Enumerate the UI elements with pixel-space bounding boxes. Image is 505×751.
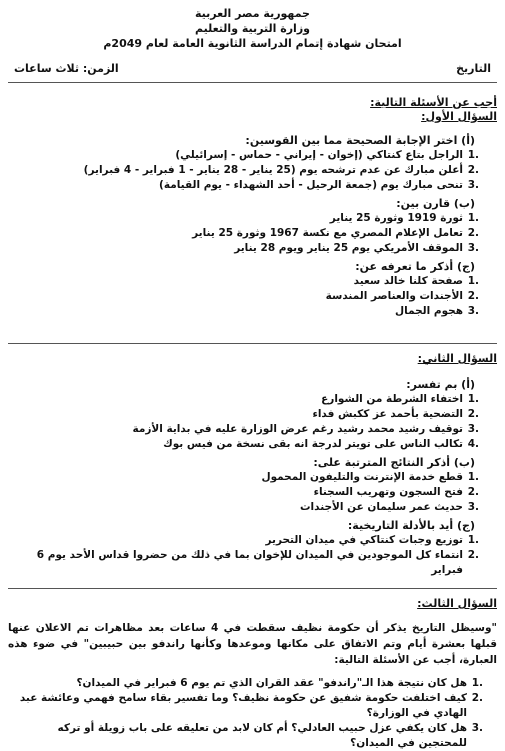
- list-item: .1 قطع خدمة الإنترنت والتليفون المحمول: [261, 471, 479, 483]
- exam-meta: [14, 62, 491, 78]
- question-3-passage: "وسيظل التاريخ يذكر أن حكومة نظيف سقطت في 4 ساعات بعد مظاهرات تم الاعلان عنها قبلها بعشرة أيام وتم الاتفاق على مكانها وموعدها وكأنها راندفو بين حبيبين" في ضوء هذه العبارة، أجب عن الأسئلة التالية:: [8, 622, 497, 666]
- list-item: .3 الموقف الأمريكي يوم 25 يناير ويوم 28 يناير: [234, 242, 479, 254]
- exam-header: [0, 0, 505, 51]
- header-divider: [8, 82, 497, 83]
- list-item: .4 تكالب الناس على تويتر لدرجة انه بقى نسخة من فيس بوك: [163, 438, 479, 450]
- question-2-section: [8, 352, 497, 578]
- section-divider: [8, 343, 497, 344]
- list-item: .2 انتماء كل الموجودين في الميدان للإخوان بما في ذلك من حضروا قداس الأحد يوم 6 فبراير: [36, 549, 479, 576]
- q2-part-b-label: (ب) أذكر النتائج المترتبة على:: [313, 456, 475, 469]
- list-item: .3 حديث عمر سليمان عن الأجندات: [299, 501, 479, 513]
- list-item: .2 فتح السجون وتهريب السجناء: [313, 486, 479, 498]
- question-3-title: السؤال الثالث:: [417, 597, 497, 610]
- list-item: .2 التضحية بأحمد عز ككبش فداء: [312, 408, 479, 420]
- list-item: .3 توقيف رشيد محمد رشيد رغم عرض الوزارة عليه في بداية الأزمة: [132, 423, 479, 435]
- question-3-section: [8, 597, 497, 751]
- list-item: .3 هل كان يكفي عزل حبيب العادلي؟ أم كان لابد من تعليقه على باب زويلة أو تركه للمحتجين في الميدان؟: [57, 722, 483, 749]
- list-item: .2 أعلن مبارك عن عدم ترشحه يوم (25 يناير - 28 يناير - 1 فبراير - 4 فبراير): [83, 164, 479, 176]
- list-item: .1 الراجل بتاع كنتاكي (إخوان - إيراني - حماس - إسرائيلي): [175, 149, 479, 161]
- list-item: .1 هل كان نتيجة هذا الـ"راندفو" عقد القران الذي تم يوم 6 فبراير في الميدان؟: [76, 677, 483, 689]
- time-label: الزمن: ثلاث ساعات: [14, 62, 119, 75]
- q2-part-a-label: (أ) بم تفسر:: [406, 378, 475, 391]
- list-item: .2 تعامل الإعلام المصري مع نكسة 1967 وثورة 25 يناير: [192, 227, 479, 239]
- exam-title: امتحان شهادة إتمام الدراسة الثانوية العامة لعام 2049م: [103, 37, 402, 50]
- q1-part-b-label: (ب) قارن بين:: [396, 197, 475, 210]
- ministry-name: وزارة التربية والتعليم: [195, 22, 310, 35]
- list-item: .3 تنحى مبارك يوم (جمعة الرحيل - أحد الشهداء - يوم القيامة): [159, 179, 479, 191]
- question-2-title: السؤال الثاني:: [417, 352, 497, 365]
- q2-part-c-label: (ج) أيد بالأدلة التاريخية:: [347, 519, 475, 532]
- list-item: .2 الأجندات والعناصر المندسة: [325, 290, 479, 302]
- q1-part-c-label: (ج) أذكر ما تعرفه عن:: [355, 260, 475, 273]
- list-item: .3 هجوم الجمال: [395, 305, 479, 317]
- date-label: التاريخ: [456, 62, 491, 75]
- section-divider: [8, 588, 497, 589]
- list-item: .1 اختفاء الشرطة من الشوارع: [321, 393, 479, 405]
- q1-part-a-label: (أ) اختر الإجابة الصحيحة مما بين القوسين:: [245, 134, 475, 147]
- list-item: .1 ثورة 1919 وثورة 25 يناير: [329, 212, 479, 224]
- list-item: .1 صفحة كلنا خالد سعيد: [353, 275, 479, 287]
- question-1-title: السؤال الأول:: [421, 110, 497, 123]
- instruction-text: أجب عن الأسئلة التالية:: [370, 96, 497, 109]
- list-item: .2 كيف اختلفت حكومة شفيق عن حكومة نظيف؟ وما تفسير بقاء سامح فهمي وعائشة عبد الهادي في الوزارة؟: [19, 692, 483, 719]
- country-name: جمهورية مصر العربية: [195, 7, 310, 20]
- list-item: .1 توزيع وجبات كنتاكي في ميدان التحرير: [265, 534, 479, 546]
- question-1-section: [8, 96, 497, 319]
